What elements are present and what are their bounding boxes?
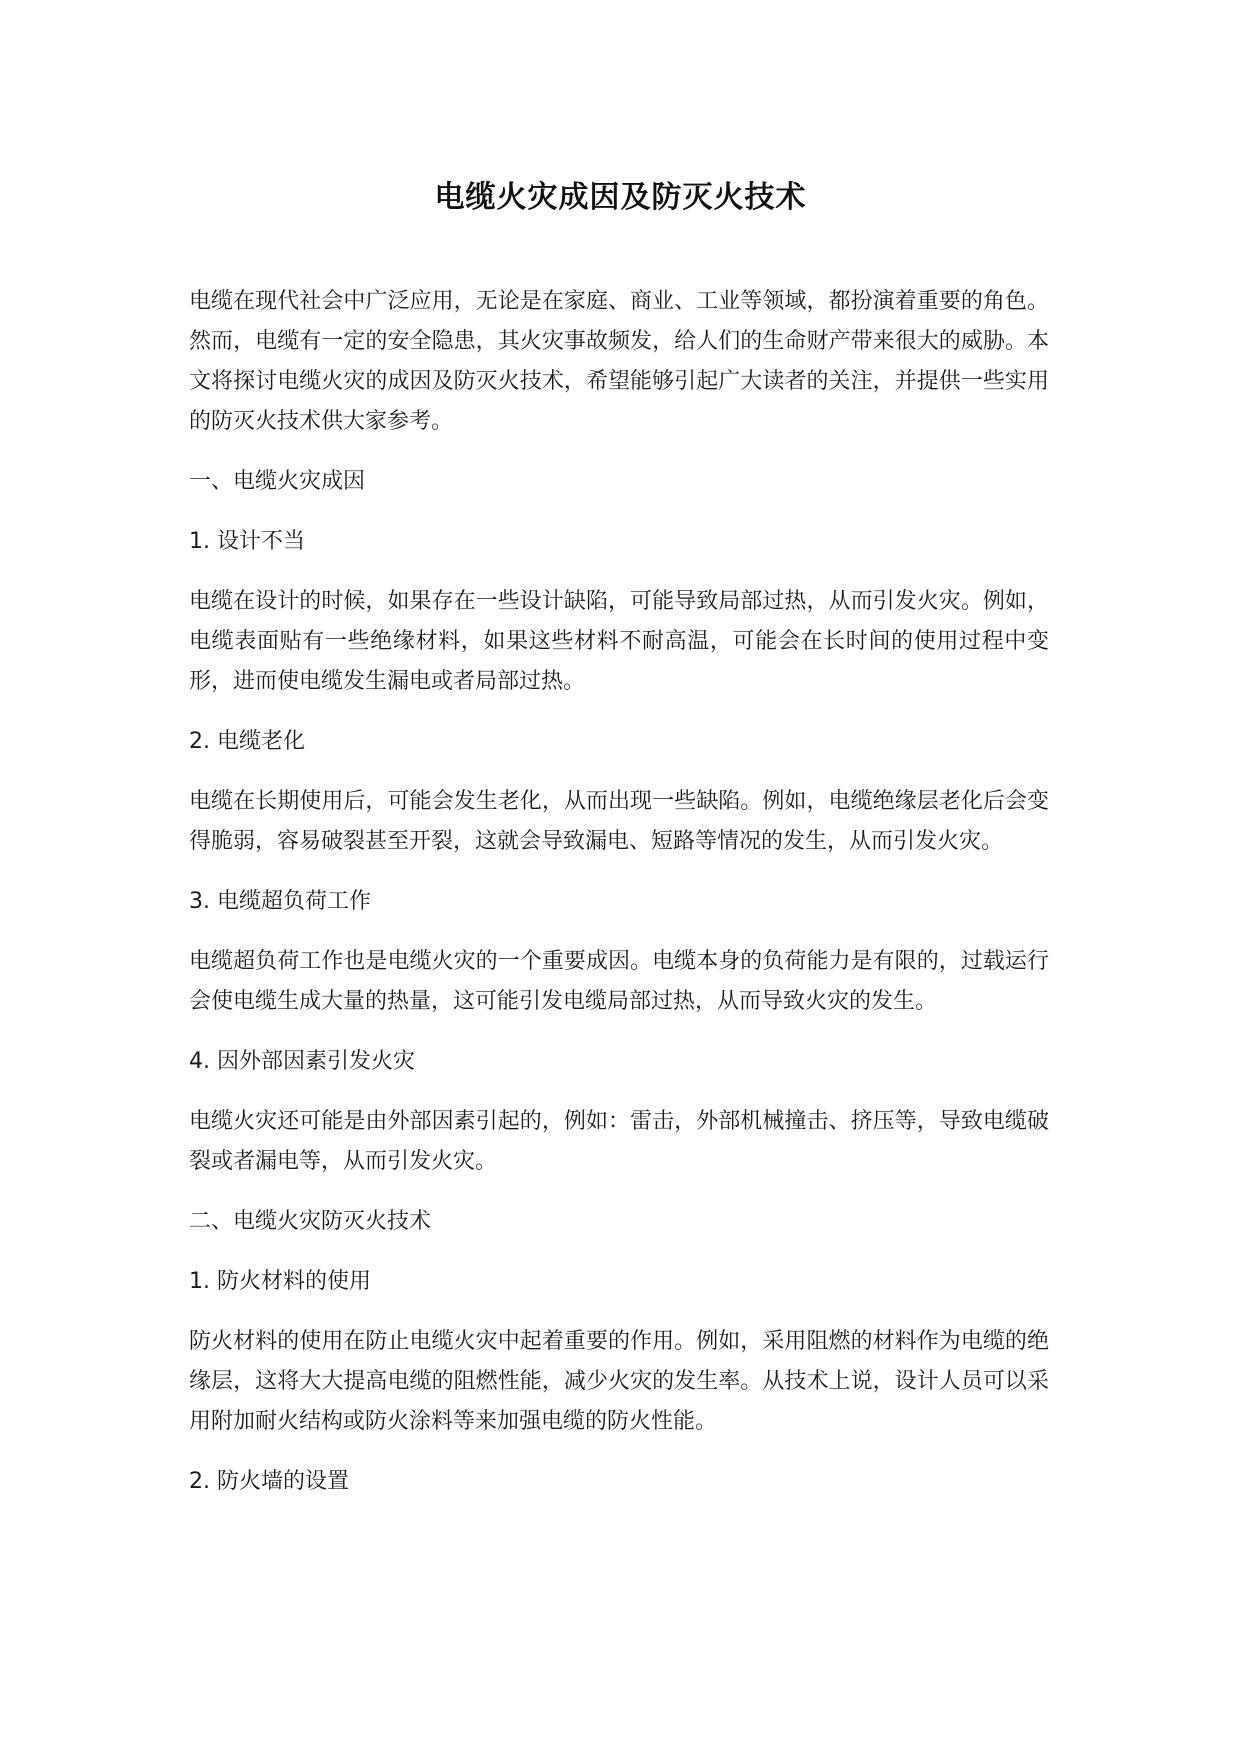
document-body [189, 282, 1049, 1522]
subsection-heading: 1. 设计不当 [189, 529, 305, 554]
document-title: 电缆火灾成因及防灭火技术 [434, 180, 807, 215]
subsection-heading: 2. 防火墙的设置 [189, 1469, 349, 1494]
subsection-paragraph: 电缆超负荷工作也是电缆火灾的一个重要成因。电缆本身的负荷能力是有限的，过载运行会使电缆生成大量的热量，这可能引发电缆局部过热，从而导致火灾的发生。 [189, 949, 1049, 1014]
subsection-paragraph: 电缆在设计的时候，如果存在一些设计缺陷，可能导致局部过热，从而引发火灾。例如，电缆表面贴有一些绝缘材料，如果这些材料不耐高温，可能会在长时间的使用过程中变形，进而使电缆发生漏电或者局部过热。 [189, 589, 1049, 694]
section-1-heading: 一、电缆火灾成因 [189, 469, 366, 494]
subsection-heading: 3. 电缆超负荷工作 [189, 889, 371, 914]
intro-paragraph: 电缆在现代社会中广泛应用，无论是在家庭、商业、工业等领域，都扮演着重要的角色。然而，电缆有一定的安全隐患，其火灾事故频发，给人们的生命财产带来很大的威胁。本文将探讨电缆火灾的成因及防灭火技术，希望能够引起广大读者的关注，并提供一些实用的防灭火技术供大家参考。 [189, 289, 1049, 434]
subsection-paragraph: 电缆火灾还可能是由外部因素引起的，例如：雷击，外部机械撞击、挤压等，导致电缆破裂或者漏电等，从而引发火灾。 [189, 1109, 1049, 1174]
section-2-heading: 二、电缆火灾防灭火技术 [189, 1209, 432, 1234]
subsection-heading: 4. 因外部因素引发火灾 [189, 1049, 415, 1074]
subsection-paragraph: 防火材料的使用在防止电缆火灾中起着重要的作用。例如，采用阻燃的材料作为电缆的绝缘层，这将大大提高电缆的阻燃性能，减少火灾的发生率。从技术上说，设计人员可以采用附加耐火结构或防火涂料等来加强电缆的防火性能。 [189, 1329, 1049, 1434]
subsection-heading: 2. 电缆老化 [189, 729, 305, 754]
subsection-heading: 1. 防火材料的使用 [189, 1269, 371, 1294]
subsection-paragraph: 电缆在长期使用后，可能会发生老化，从而出现一些缺陷。例如，电缆绝缘层老化后会变得脆弱，容易破裂甚至开裂，这就会导致漏电、短路等情况的发生，从而引发火灾。 [189, 789, 1049, 854]
